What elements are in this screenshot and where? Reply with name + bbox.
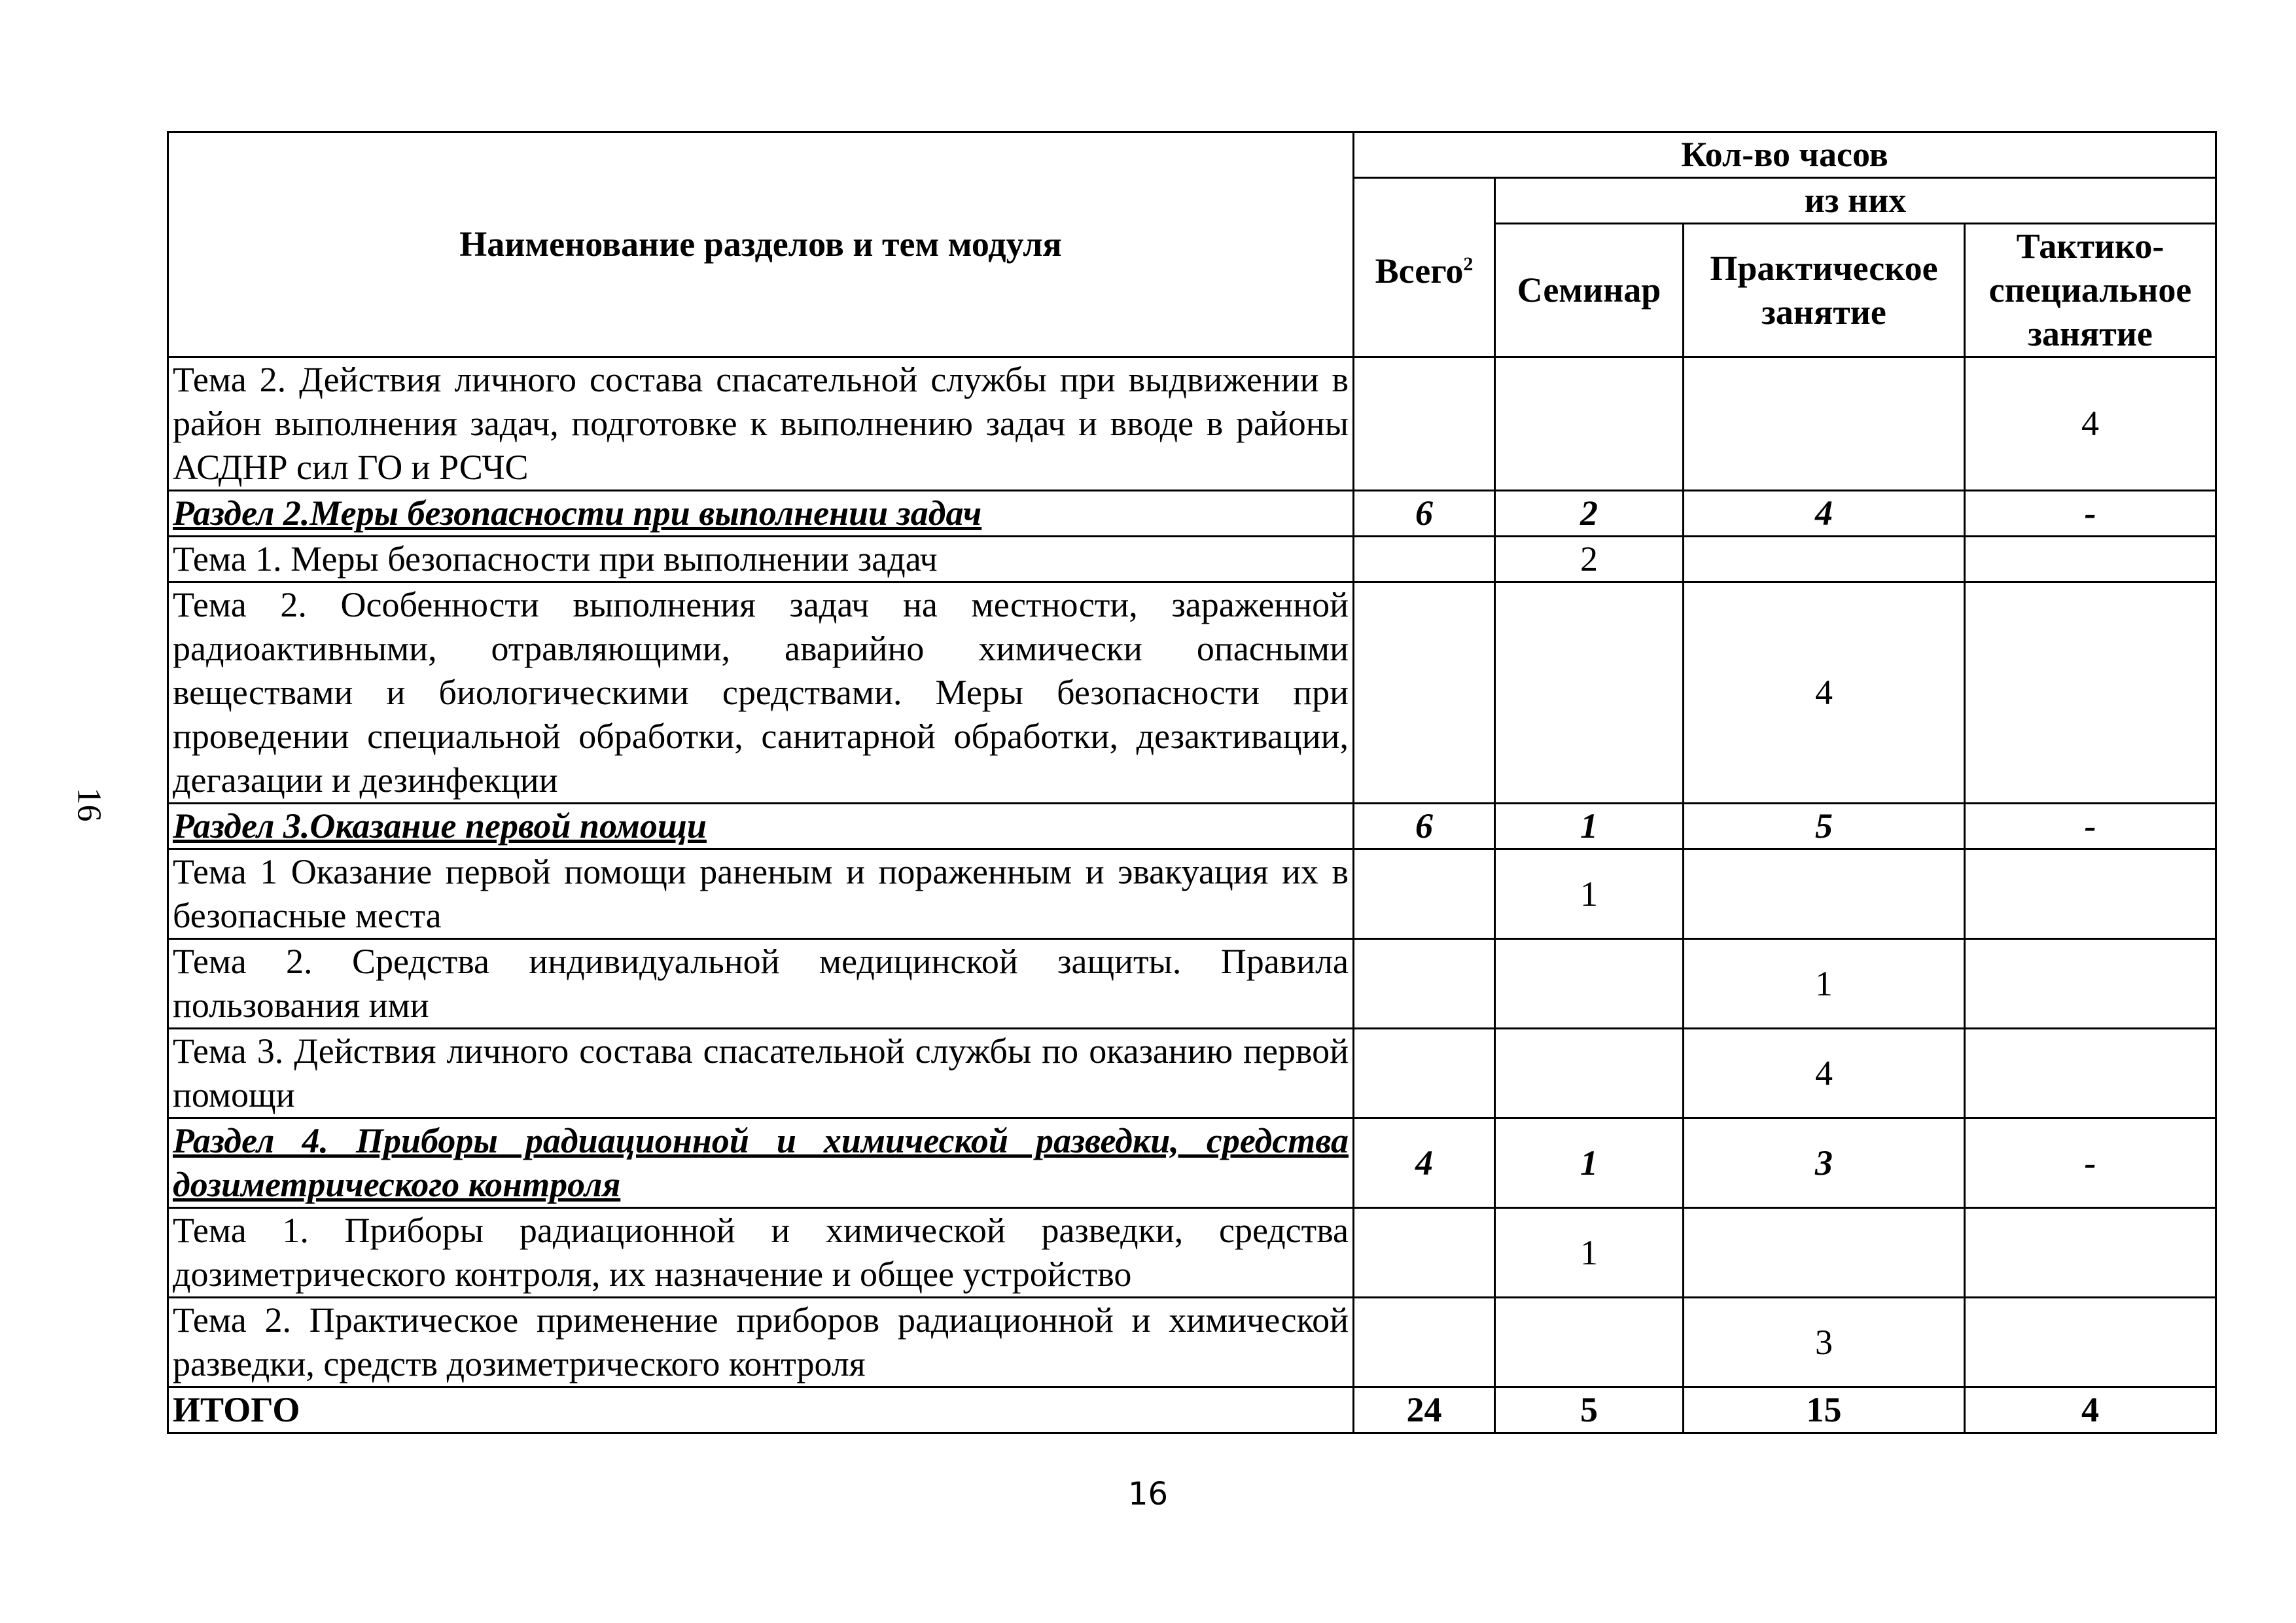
totals-row	[168, 1387, 2216, 1433]
hours-practical: 4	[1684, 491, 1965, 537]
hours-tactical	[1965, 1298, 2216, 1387]
hours-tactical	[1965, 1029, 2216, 1118]
header-tactical: Тактико-специальное занятие	[1965, 224, 2216, 357]
course-hours-table	[167, 131, 2217, 1434]
hours-tactical	[1965, 1208, 2216, 1298]
header-hours: Кол-во часов	[1354, 132, 2216, 178]
hours-seminar: 1	[1495, 849, 1684, 939]
bottom-page-number: 16	[1127, 1476, 1169, 1512]
hours-seminar	[1495, 1298, 1684, 1387]
topic-name: Тема 1 Оказание первой помощи раненым и пораженным и эвакуация их в безопасные места	[168, 849, 1354, 939]
totals-seminar: 5	[1495, 1387, 1684, 1433]
topic-row	[168, 1208, 2216, 1298]
totals-total: 24	[1354, 1387, 1495, 1433]
section-row	[168, 491, 2216, 537]
hours-seminar	[1495, 357, 1684, 491]
side-page-number: 16	[70, 787, 108, 822]
table-footer	[168, 1387, 2216, 1433]
hours-tactical	[1965, 849, 2216, 939]
hours-total	[1354, 1298, 1495, 1387]
header-of-them: из них	[1495, 178, 2216, 224]
hours-practical	[1684, 1208, 1965, 1298]
section-name: Раздел 3.Оказание первой помощи	[168, 804, 1354, 849]
hours-total	[1354, 537, 1495, 582]
topic-row	[168, 537, 2216, 582]
hours-total: 4	[1354, 1118, 1495, 1208]
topic-name: Тема 2. Особенности выполнения задач на местности, зараженной радиоактивными, отравляющими, аварийно химически опасными веществами и биологическими средствами. Меры безопасности при проведении специальной обработки, санитарной обработки, дезактивации, дегазации и дезинфекции	[168, 582, 1354, 804]
header-practical: Практическое занятие	[1684, 224, 1965, 357]
section-name: Раздел 4. Приборы радиационной и химической разведки, средства дозиметрического контроля	[168, 1118, 1354, 1208]
hours-practical: 3	[1684, 1298, 1965, 1387]
topic-row	[168, 1029, 2216, 1118]
topic-name: Тема 1. Приборы радиационной и химической разведки, средства дозиметрического контроля, их назначение и общее устройство	[168, 1208, 1354, 1298]
section-row	[168, 804, 2216, 849]
hours-seminar: 1	[1495, 1118, 1684, 1208]
table-header	[168, 132, 2216, 357]
hours-seminar: 2	[1495, 537, 1684, 582]
hours-tactical	[1965, 537, 2216, 582]
hours-total: 6	[1354, 804, 1495, 849]
table-body	[168, 357, 2216, 1387]
hours-practical	[1684, 849, 1965, 939]
hours-practical: 4	[1684, 582, 1965, 804]
topic-row	[168, 582, 2216, 804]
topic-name: Тема 2. Практическое применение приборов радиационной и химической разведки, средств дозиметрического контроля	[168, 1298, 1354, 1387]
totals-label: ИТОГО	[168, 1387, 1354, 1433]
totals-tactical: 4	[1965, 1387, 2216, 1433]
totals-practical: 15	[1684, 1387, 1965, 1433]
topic-name: Тема 3. Действия личного состава спасательной службы по оказанию первой помощи	[168, 1029, 1354, 1118]
topic-name: Тема 2. Средства индивидуальной медицинской защиты. Правила пользования ими	[168, 939, 1354, 1029]
hours-practical: 4	[1684, 1029, 1965, 1118]
topic-row	[168, 357, 2216, 491]
header-total	[1354, 178, 1495, 357]
hours-practical: 1	[1684, 939, 1965, 1029]
hours-tactical	[1965, 582, 2216, 804]
hours-total	[1354, 939, 1495, 1029]
header-total-label: Всего	[1375, 251, 1464, 291]
hours-practical: 5	[1684, 804, 1965, 849]
topic-row	[168, 849, 2216, 939]
section-row	[168, 1118, 2216, 1208]
hours-seminar	[1495, 1029, 1684, 1118]
hours-tactical: -	[1965, 1118, 2216, 1208]
hours-total: 6	[1354, 491, 1495, 537]
hours-tactical: -	[1965, 804, 2216, 849]
topic-row	[168, 1298, 2216, 1387]
hours-tactical: 4	[1965, 357, 2216, 491]
header-name: Наименование разделов и тем модуля	[168, 132, 1354, 357]
section-name: Раздел 2.Меры безопасности при выполнении задач	[168, 491, 1354, 537]
hours-seminar	[1495, 582, 1684, 804]
hours-total	[1354, 1208, 1495, 1298]
hours-seminar: 1	[1495, 1208, 1684, 1298]
hours-practical	[1684, 357, 1965, 491]
hours-practical	[1684, 537, 1965, 582]
topic-name: Тема 1. Меры безопасности при выполнении задач	[168, 537, 1354, 582]
header-seminar: Семинар	[1495, 224, 1684, 357]
hours-seminar	[1495, 939, 1684, 1029]
topic-name: Тема 2. Действия личного состава спасательной службы при выдвижении в район выполнения задач, подготовке к выполнению задач и вводе в районы АСДНР сил ГО и РСЧС	[168, 357, 1354, 491]
hours-tactical	[1965, 939, 2216, 1029]
hours-total	[1354, 1029, 1495, 1118]
hours-total	[1354, 849, 1495, 939]
topic-row	[168, 939, 2216, 1029]
hours-total	[1354, 582, 1495, 804]
hours-total	[1354, 357, 1495, 491]
hours-practical: 3	[1684, 1118, 1965, 1208]
hours-seminar: 2	[1495, 491, 1684, 537]
header-total-footnote: 2	[1463, 253, 1474, 275]
hours-seminar: 1	[1495, 804, 1684, 849]
hours-tactical: -	[1965, 491, 2216, 537]
